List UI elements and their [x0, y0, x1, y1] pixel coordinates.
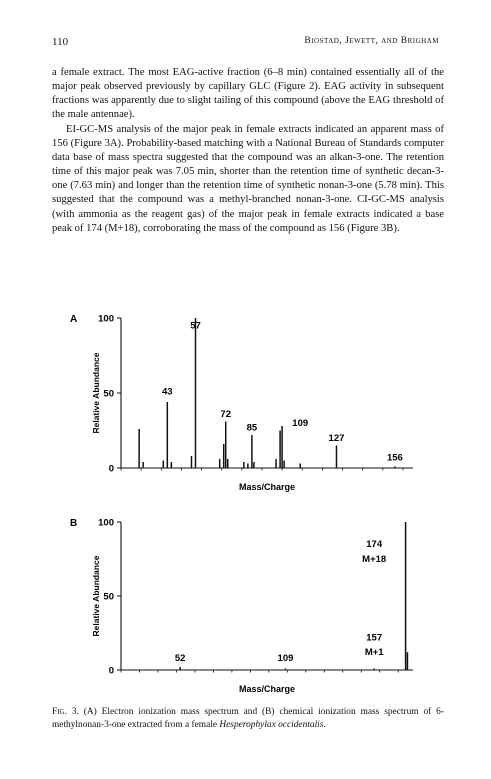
paragraph-2: EI-GC-MS analysis of the major peak in female extracts indicated an apparent mass of 156 (Figure 3A). Probability-based matching with a National Bureau of Standards computer data base of mass spectra suggested that the compound was an alkan-3-one. The retention time of this major peak was 7.05 min, shorter than the retention time of synthetic decan-3-one (7.63 min) and longer than the retention time of synthetic nonan-3-one (5.78 min). This suggested that the compound was a methyl-branched nonan-3-one. CI-GC-MS analysis (with ammonia as the reagent gas) of the major peak in female extracts indicated a base peak of 174 (M+18), corroborating the mass of the compound as 156 (Figure 3B). [52, 123, 444, 234]
panel-a-x-axis-title: Mass/Charge [238, 482, 296, 492]
panel-a-y-tick-label: 50 [103, 388, 114, 400]
page-number: 110 [52, 36, 69, 48]
caption-species: Hesperophylax occidentalis [219, 720, 324, 730]
panel-a-peak-label: 85 [246, 422, 258, 434]
panel-b-peak-label: 52 [174, 653, 186, 665]
caption-text: (A) Electron ionization mass spectrum and (B) chemical ionization mass spectrum of 6-methylnonan-3-one extracted from a female [52, 707, 444, 730]
panel-b-peak-label: 174 [366, 539, 383, 551]
panel-a-peak-label: 57 [190, 320, 201, 332]
panel-b-peak-label: 109 [277, 653, 294, 665]
panel-b-peak-label: M+1 [364, 647, 384, 659]
panel-a-peak-label: 43 [162, 386, 173, 398]
panel-a-peak-label: 156 [386, 452, 403, 464]
caption-end: . [323, 720, 326, 730]
panel-b-x-axis-title: Mass/Charge [238, 684, 296, 694]
panel-b-peak-label: 157 [366, 632, 383, 644]
panel-a-y-tick-label: 100 [98, 313, 114, 325]
panel-b-y-tick-label: 0 [108, 665, 114, 677]
panel-a-y-tick-label: 0 [108, 463, 114, 475]
panel-a-y-axis-title: Relative Abundance [91, 352, 101, 434]
caption-lead: Fig. 3. [52, 707, 79, 717]
panel-b-label: B [70, 518, 78, 529]
panel-b-y-tick-label: 50 [103, 591, 114, 603]
running-head: Biostad, Jewett, and Brigham [304, 36, 439, 46]
panel-b-y-tick-label: 100 [98, 517, 114, 529]
panel-a-label: A [70, 314, 78, 325]
figure-caption [52, 706, 444, 732]
panel-b-peak-label: M+18 [362, 553, 387, 565]
panel-a-peak-label: 72 [220, 409, 232, 420]
panel-a-peak-label: 127 [328, 433, 345, 444]
paragraph-1: a female extract. The most EAG-active fraction (6–8 min) contained essentially all of the major peak observed previously by capillary GLC (Figure 2). EAG activity in subsequent fractions was apparently due to slight tailing of this compound (above the EAG threshold of the male antennae). [52, 67, 444, 121]
panel-b-y-axis-title: Relative Abundance [91, 555, 101, 637]
panel-a-peak-label: 109 [292, 418, 309, 429]
